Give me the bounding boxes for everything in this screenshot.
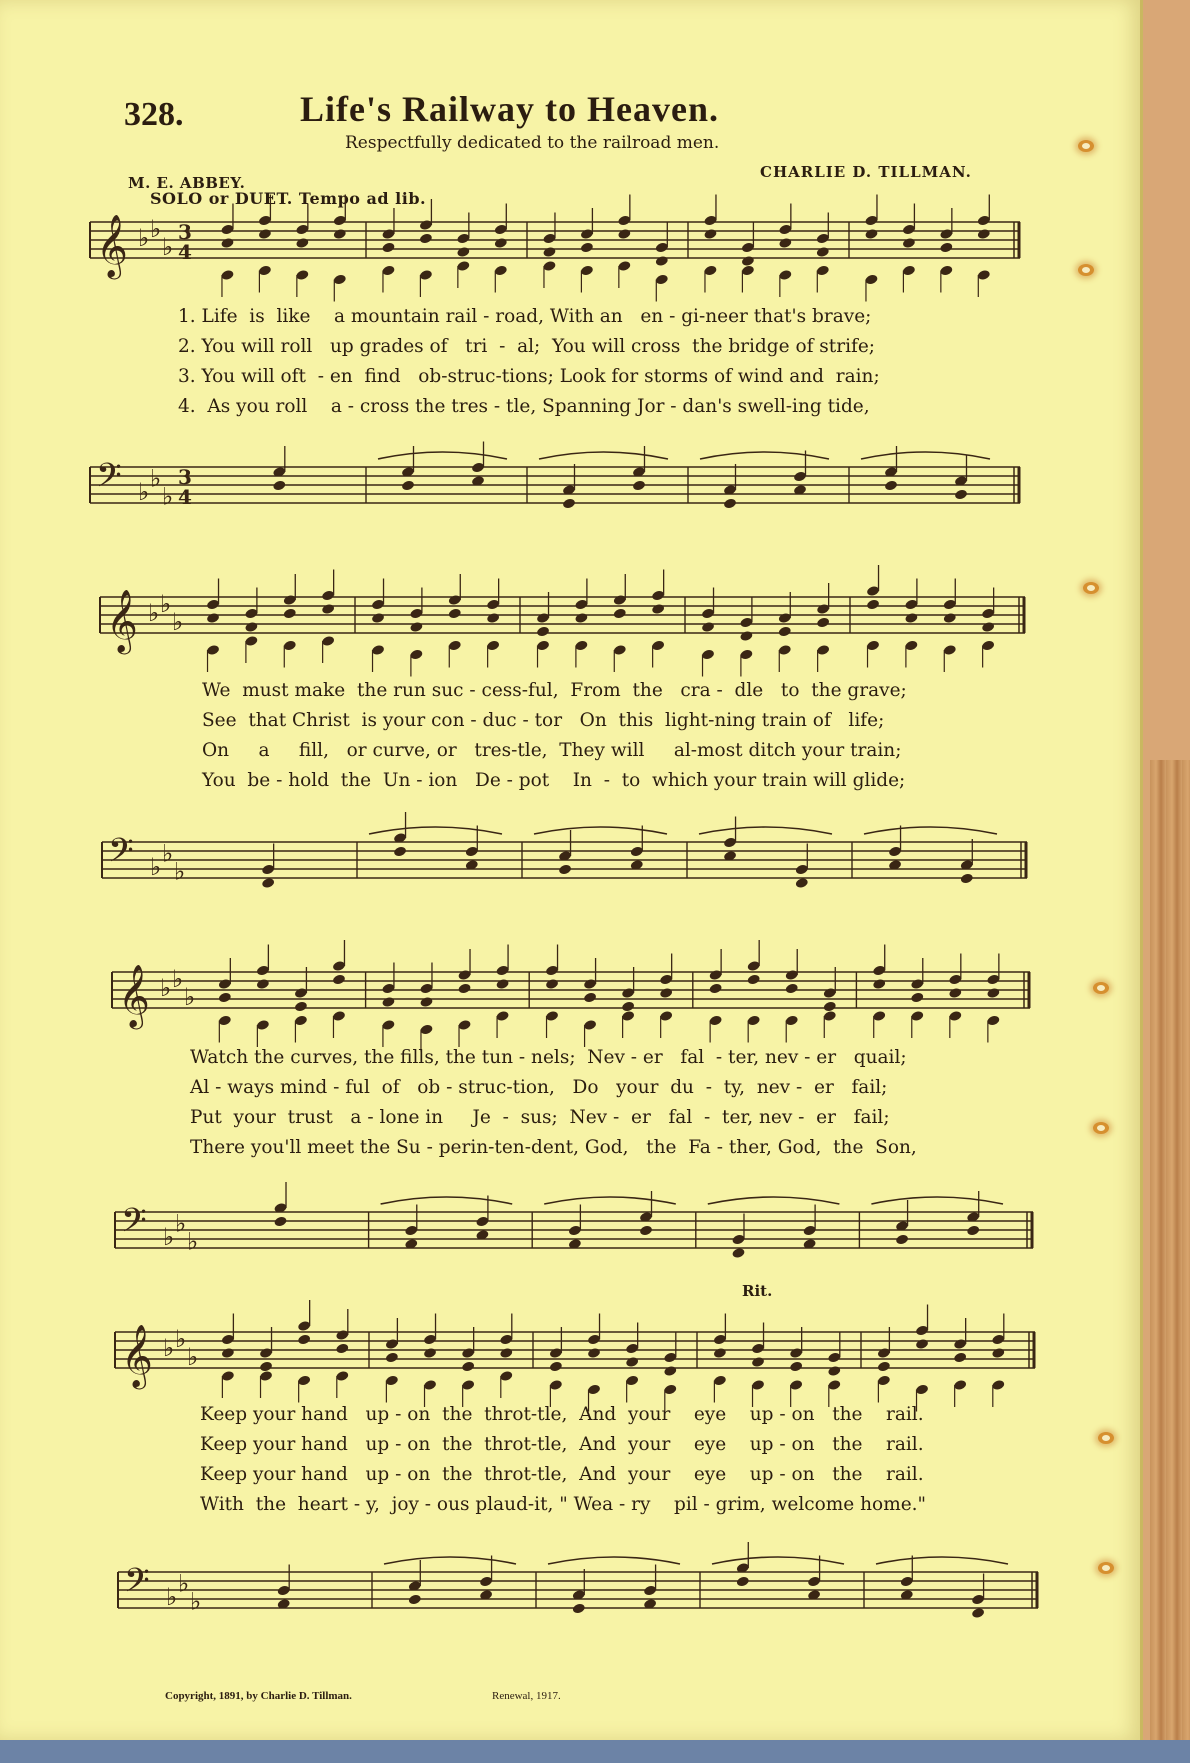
slur — [699, 827, 832, 834]
bass-staff-system-3 — [115, 1200, 1033, 1280]
bass-clef: 𝄢 — [121, 1202, 147, 1248]
note-head — [986, 987, 1000, 999]
flat-sign: ♭ — [184, 983, 196, 1011]
slur — [708, 1197, 840, 1204]
slur — [871, 1197, 1003, 1204]
note-head — [713, 1347, 727, 1359]
lyrics-system-3 — [190, 1043, 917, 1163]
slur — [876, 1557, 1008, 1564]
time-signature: 3 — [178, 220, 192, 244]
note-head — [741, 255, 755, 267]
flat-sign: ♭ — [178, 1569, 190, 1598]
note-head — [332, 973, 346, 985]
note-head — [736, 1575, 750, 1587]
blue-cloth-strip — [0, 1740, 1190, 1763]
note-head — [333, 228, 347, 240]
slur — [861, 452, 990, 459]
note-head — [206, 612, 220, 624]
flat-sign: ♭ — [172, 965, 184, 993]
slur — [712, 1557, 844, 1564]
lyric-line: See that Christ is your con - duc - tor On this light-ning train of life; — [202, 710, 885, 731]
lyricist-credit: M. E. ABBEY. — [128, 174, 246, 192]
note-head — [785, 982, 799, 994]
note-head — [335, 1342, 349, 1354]
note-head — [747, 973, 761, 985]
binding-hole — [1093, 982, 1109, 994]
note-head — [419, 232, 433, 244]
note-head — [461, 1360, 475, 1372]
note-head — [499, 1347, 513, 1359]
binding-hole — [1098, 1562, 1114, 1574]
lyric-line: 3. You will oft - en find ob-struc-tions; Look for storms of wind and rain; — [178, 366, 880, 387]
lyrics-system-1 — [178, 302, 880, 422]
lyric-line: You be - hold the Un - ion De - pot In - to which your train will glide; — [202, 770, 906, 791]
note-head — [294, 1000, 308, 1012]
note-head — [816, 616, 830, 628]
flat-sign: ♭ — [163, 1223, 175, 1251]
flat-sign: ♭ — [150, 853, 162, 881]
treble-staff-system-1 — [90, 210, 1020, 290]
note-head — [220, 237, 234, 249]
binding-hole — [1083, 582, 1099, 594]
treble-clef: 𝄞 — [106, 589, 138, 652]
note-head — [663, 1365, 677, 1377]
note-head — [877, 1360, 891, 1372]
lyric-line: Put your trust a - lone in Je - sus; Nev - er fal - ter, nev - er fail; — [190, 1107, 890, 1128]
flat-sign: ♭ — [190, 1587, 202, 1616]
note-head — [256, 978, 270, 990]
note-head — [258, 228, 272, 240]
note-head — [574, 612, 588, 624]
note-head — [221, 1347, 235, 1359]
binding-hole — [1098, 1432, 1114, 1444]
lyric-line: With the heart - y, joy - ous plaud-it, " Wea - ry pil - grim, welcome home." — [200, 1494, 927, 1515]
composer-credit: CHARLIE D. TILLMAN. — [760, 163, 972, 181]
ritardando-marking: Rit. — [742, 1282, 773, 1300]
lyrics-system-4 — [200, 1400, 926, 1520]
note-head — [739, 630, 753, 642]
lyric-line: Keep your hand up - on the throt-tle, And your eye up - on the rail. — [200, 1404, 924, 1425]
performance-direction: SOLO or DUET. Tempo ad lib. — [150, 189, 427, 208]
note-head — [448, 607, 462, 619]
note-head — [549, 1360, 563, 1372]
slur — [544, 1197, 676, 1204]
flat-sign: ♭ — [163, 1334, 175, 1362]
lyric-line: There you'll meet the Su - perin-ten-dent, God, the Fa - ther, God, the Son, — [190, 1137, 917, 1158]
note-head — [948, 987, 962, 999]
flat-sign: ♭ — [138, 224, 150, 252]
lyric-line: On a fill, or curve, or tres-tle, They will al-most ditch your train; — [202, 740, 902, 761]
note-head — [954, 488, 968, 500]
note-head — [621, 1000, 635, 1012]
note-head — [971, 1607, 985, 1619]
slur — [539, 452, 668, 459]
note-head — [385, 1351, 399, 1363]
copyright-notice: Copyright, 1891, by Charlie D. Tillman. — [165, 1690, 352, 1702]
bass-staff-system-2 — [102, 830, 1027, 910]
note-head — [558, 863, 572, 875]
note-head — [545, 978, 559, 990]
note-head — [580, 241, 594, 253]
slur — [381, 1197, 513, 1204]
flat-sign: ♭ — [174, 857, 186, 886]
note-head — [953, 1351, 967, 1363]
note-head — [625, 1356, 639, 1368]
note-head — [393, 845, 407, 857]
flat-sign: ♭ — [138, 478, 150, 506]
note-head — [259, 1360, 273, 1372]
binding-hole — [1093, 1122, 1109, 1134]
note-head — [778, 625, 792, 637]
flat-sign: ♭ — [187, 1343, 199, 1371]
note-head — [408, 1593, 422, 1605]
flat-sign: ♭ — [162, 482, 174, 511]
note-head — [872, 978, 886, 990]
slur — [369, 827, 502, 834]
note-head — [381, 241, 395, 253]
note-head — [816, 246, 830, 258]
note-head — [536, 625, 550, 637]
note-head — [701, 621, 715, 633]
note-head — [321, 603, 335, 615]
lyric-line: 1. Life is like a mountain rail - road, With an en - gi-neer that's brave; — [178, 306, 872, 327]
flat-sign: ♭ — [162, 233, 174, 261]
slur — [384, 1557, 516, 1564]
treble-staff-system-3 — [112, 960, 1030, 1040]
slur — [548, 1557, 680, 1564]
note-head — [778, 237, 792, 249]
slur — [864, 827, 997, 834]
time-signature: 4 — [178, 485, 192, 509]
note-head — [943, 612, 957, 624]
note-head — [864, 228, 878, 240]
note-head — [795, 877, 809, 889]
note-head — [904, 612, 918, 624]
lyric-line: Watch the curves, the fills, the tun - nels; Nev - er fal - ter, nev - er quail; — [190, 1047, 907, 1068]
hymn-number: 328. — [124, 96, 184, 133]
note-head — [587, 1347, 601, 1359]
renewal-notice: Renewal, 1917. — [492, 1690, 561, 1702]
treble-clef: 𝄞 — [96, 214, 128, 277]
note-head — [915, 1338, 929, 1350]
note-head — [659, 987, 673, 999]
flat-sign: ♭ — [150, 464, 162, 493]
time-signature: 3 — [178, 465, 192, 489]
flat-sign: ♭ — [187, 1227, 199, 1256]
note-head — [866, 598, 880, 610]
slur — [378, 452, 507, 459]
flat-sign: ♭ — [166, 1583, 178, 1611]
wooden-table-edge — [1150, 760, 1190, 1763]
note-head — [709, 982, 723, 994]
note-head — [960, 872, 974, 884]
note-head — [456, 246, 470, 258]
flat-sign: ♭ — [160, 590, 172, 618]
note-head — [295, 237, 309, 249]
lyric-line: Keep your hand up - on the throt-tle, And your eye up - on the rail. — [200, 1464, 924, 1485]
note-head — [991, 1347, 1005, 1359]
note-head — [542, 246, 556, 258]
flat-sign: ♭ — [175, 1325, 187, 1353]
note-head — [884, 479, 898, 491]
binding-hole — [1078, 140, 1094, 152]
note-head — [613, 607, 627, 619]
note-head — [562, 497, 576, 509]
dedication: Respectfully dedicated to the railroad men. — [345, 133, 720, 153]
note-head — [272, 479, 286, 491]
note-head — [495, 978, 509, 990]
note-head — [977, 228, 991, 240]
note-head — [789, 1360, 803, 1372]
lyrics-system-2 — [202, 676, 907, 796]
flat-sign: ♭ — [162, 839, 174, 868]
slur — [700, 452, 829, 459]
lyric-line: 2. You will roll up grades of tri - al; You will cross the bridge of strife; — [178, 336, 876, 357]
note-head — [731, 1247, 745, 1259]
hymn-title: Life's Railway to Heaven. — [300, 89, 719, 129]
treble-staff-system-2 — [100, 585, 1025, 665]
note-head — [939, 241, 953, 253]
flat-sign: ♭ — [172, 608, 184, 636]
note-head — [218, 991, 232, 1003]
note-head — [494, 237, 508, 249]
note-head — [423, 1347, 437, 1359]
note-head — [419, 996, 433, 1008]
note-head — [486, 612, 500, 624]
treble-staff-system-4 — [115, 1320, 1035, 1400]
time-signature: 4 — [178, 240, 192, 264]
bass-clef: 𝄢 — [124, 1562, 150, 1608]
lyric-line: We must make the run suc - cess-ful, From the cra - dle to the grave; — [202, 680, 907, 701]
note-head — [617, 228, 631, 240]
note-head — [261, 877, 275, 889]
flat-sign: ♭ — [150, 215, 162, 243]
note-head — [632, 479, 646, 491]
note-head — [401, 479, 415, 491]
bass-clef: 𝄢 — [108, 832, 134, 878]
flat-sign: ♭ — [148, 599, 160, 627]
lyric-line: 4. As you roll a - cross the tres - tle, Spanning Jor - dan's swell-ing tide, — [178, 396, 870, 417]
note-head — [895, 1233, 909, 1245]
note-head — [409, 621, 423, 633]
note-head — [910, 991, 924, 1003]
slur — [534, 827, 667, 834]
bass-staff-system-4 — [118, 1560, 1038, 1640]
note-head — [751, 1356, 765, 1368]
note-head — [273, 1215, 287, 1227]
lyric-line: Keep your hand up - on the throt-tle, And your eye up - on the rail. — [200, 1434, 924, 1455]
note-head — [583, 991, 597, 1003]
note-head — [639, 1224, 653, 1236]
note-head — [827, 1365, 841, 1377]
note-head — [823, 1000, 837, 1012]
note-head — [381, 996, 395, 1008]
note-head — [655, 255, 669, 267]
note-head — [572, 1602, 586, 1614]
note-head — [981, 621, 995, 633]
note-head — [283, 607, 297, 619]
note-head — [902, 237, 916, 249]
note-head — [723, 497, 737, 509]
binding-hole — [1078, 264, 1094, 276]
note-head — [244, 621, 258, 633]
note-head — [703, 228, 717, 240]
treble-clef: 𝄞 — [121, 1324, 153, 1387]
note-head — [371, 612, 385, 624]
note-head — [651, 603, 665, 615]
lyric-line: Al - ways mind - ful of ob - struc-tion, Do your du - ty, nev - er fail; — [190, 1077, 888, 1098]
note-head — [297, 1333, 311, 1345]
bass-staff-system-1 — [90, 455, 1020, 535]
flat-sign: ♭ — [175, 1209, 187, 1238]
flat-sign: ♭ — [160, 974, 172, 1002]
treble-clef: 𝄞 — [118, 964, 150, 1027]
bass-clef: 𝄢 — [96, 457, 122, 503]
note-head — [966, 1224, 980, 1236]
note-head — [457, 982, 471, 994]
